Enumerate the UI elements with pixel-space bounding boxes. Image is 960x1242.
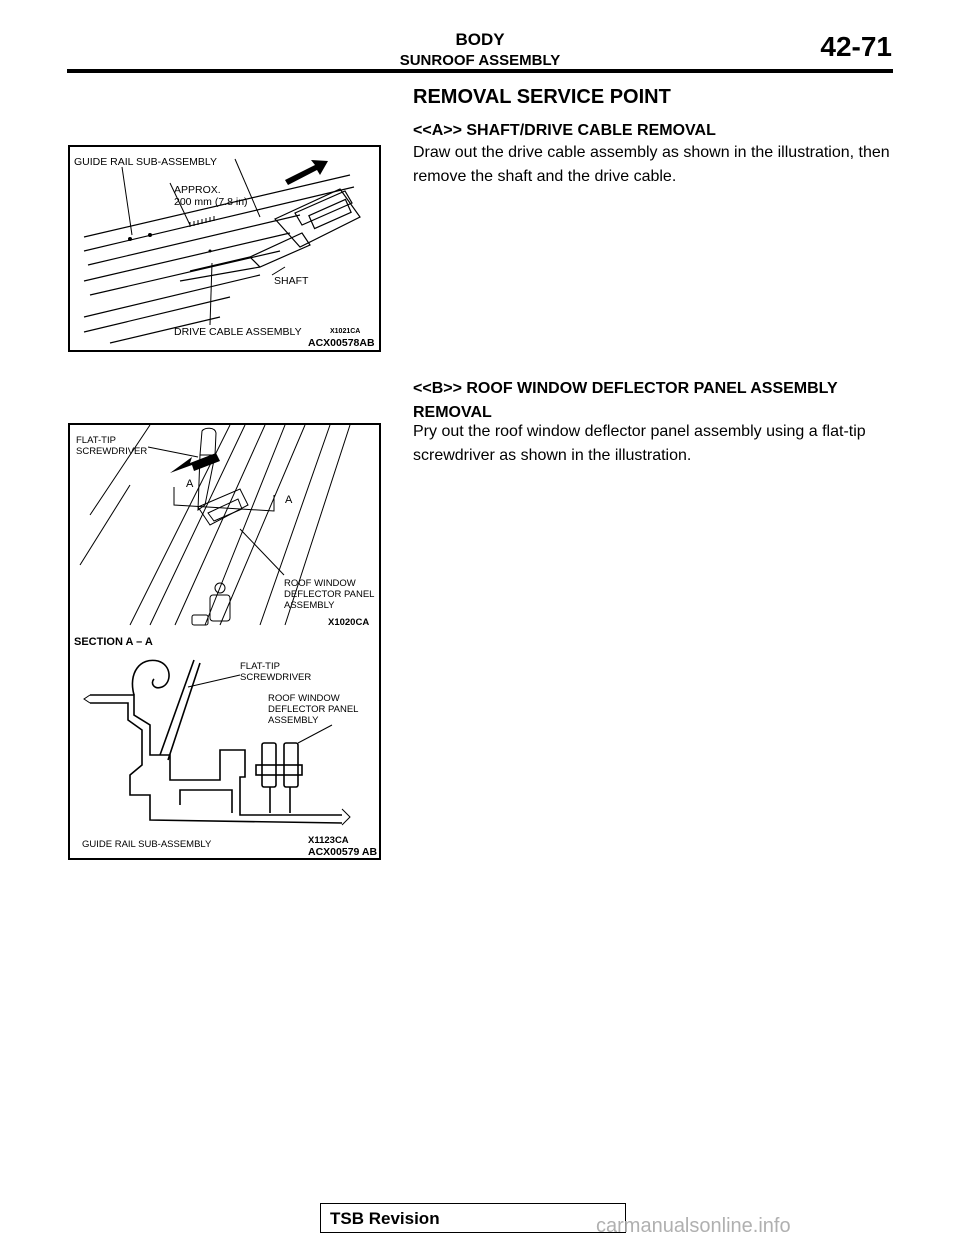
section-a-body: Draw out the drive cable assembly as shown in the illustration, then remove the shaft and the drive cable. [413, 144, 890, 185]
fig2-label-panel-top-3: ASSEMBLY [284, 600, 335, 611]
header-rule [67, 69, 893, 73]
fig2-label-screwdriver-top-2: SCREWDRIVER [76, 446, 148, 457]
watermark: carmanualsonline.info [596, 1215, 791, 1237]
fig2-label-panel-sec-2: DEFLECTOR PANEL [268, 704, 359, 715]
figure-drive-cable [68, 145, 381, 352]
fig2-label-panel-sec-1: ROOF WINDOW [268, 693, 340, 704]
section-title: BODY [455, 30, 505, 49]
footer-label: TSB Revision [330, 1209, 440, 1228]
section-b-body: Pry out the roof window deflector panel assembly using a flat-tip screwdriver as shown in the illustration. [413, 423, 866, 464]
fig1-label-approx-value: 200 mm (7.8 in) [174, 196, 248, 208]
page-number: 42-71 [820, 31, 892, 62]
fig2-section-mark-right: A [285, 494, 293, 506]
page-heading: REMOVAL SERVICE POINT [413, 86, 671, 108]
fig2-label-guide-rail: GUIDE RAIL SUB-ASSEMBLY [82, 839, 212, 850]
fig2-section-title: SECTION A – A [74, 636, 153, 648]
fig2-code: ACX00579 AB [308, 846, 378, 858]
fig1-code-small: X1021CA [330, 328, 361, 335]
fig1-label-guide-rail: GUIDE RAIL SUB-ASSEMBLY [74, 156, 217, 168]
fig2-label-panel-top-1: ROOF WINDOW [284, 578, 356, 589]
fig2-section-mark-left: A [186, 478, 194, 490]
section-b-title: <<B>> ROOF WINDOW DEFLECTOR PANEL ASSEMBLY REMOVAL [413, 380, 838, 421]
fig2-label-screwdriver-sec-1: FLAT-TIP [240, 661, 280, 672]
fig2-label-screwdriver-top-1: FLAT-TIP [76, 435, 116, 446]
fig1-label-approx: APPROX. [174, 184, 221, 196]
fig1-label-shaft: SHAFT [274, 275, 309, 287]
fig2-label-screwdriver-sec-2: SCREWDRIVER [240, 672, 312, 683]
fig1-code: ACX00578AB [308, 337, 375, 349]
fig2-label-panel-top-2: DEFLECTOR PANEL [284, 589, 375, 600]
fig2-code-top: X1020CA [328, 617, 370, 628]
fig2-label-panel-sec-3: ASSEMBLY [268, 715, 319, 726]
section-a-title: <<A>> SHAFT/DRIVE CABLE REMOVAL [413, 122, 716, 139]
fig1-label-drive-cable: DRIVE CABLE ASSEMBLY [174, 326, 302, 338]
figure-deflector-panel [68, 423, 381, 860]
fig2-code-small: X1123CA [308, 835, 349, 846]
subsection-title: SUNROOF ASSEMBLY [399, 52, 561, 69]
